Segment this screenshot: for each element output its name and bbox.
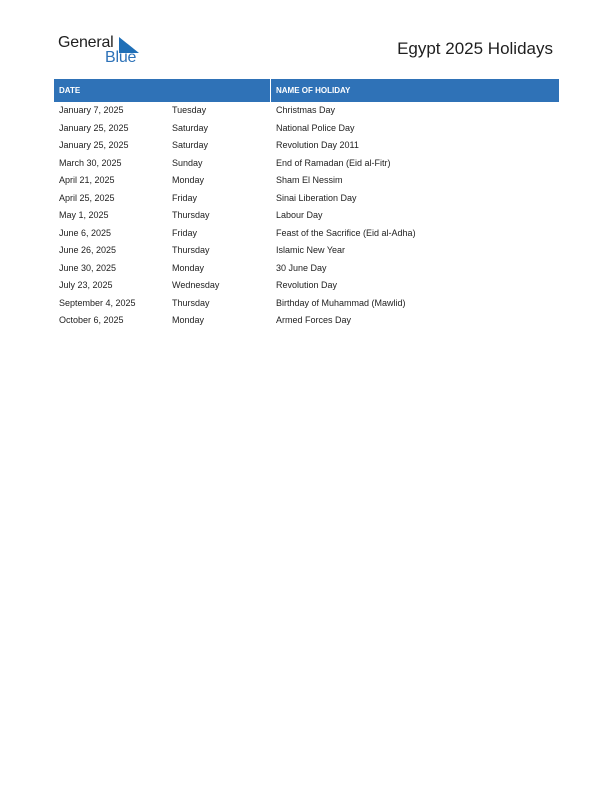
holiday-weekday: Thursday	[172, 210, 210, 220]
holiday-weekday: Tuesday	[172, 105, 207, 115]
column-divider	[270, 79, 271, 102]
holiday-date: April 25, 2025	[59, 192, 115, 203]
holiday-date: June 30, 2025	[59, 262, 117, 273]
holiday-name: Revolution Day 2011	[276, 140, 359, 150]
holiday-weekday: Monday	[172, 175, 205, 185]
holiday-date: January 7, 2025	[59, 105, 124, 115]
holiday-date: May 1, 2025	[59, 210, 109, 220]
table-row	[54, 137, 559, 155]
holiday-name: Feast of the Sacrifice (Eid al-Adha)	[276, 227, 416, 238]
holiday-name: Revolution Day	[276, 280, 338, 290]
holiday-date: July 23, 2025	[59, 280, 113, 290]
table-row	[54, 207, 559, 225]
table-row	[54, 155, 559, 173]
holiday-name: Islamic New Year	[276, 245, 346, 255]
holiday-date: January 25, 2025	[59, 140, 129, 150]
column-header-holiday-name: NAME OF HOLIDAY	[276, 86, 351, 95]
holiday-name: Birthday of Muhammad (Mawlid)	[276, 297, 406, 308]
holiday-name: Sinai Liberation Day	[276, 192, 357, 203]
holiday-weekday: Monday	[172, 315, 205, 325]
table-row	[54, 242, 559, 260]
table-row	[54, 102, 559, 120]
holiday-table	[54, 79, 559, 330]
table-row	[54, 172, 559, 190]
holiday-name: Christmas Day	[276, 105, 336, 115]
table-body	[54, 102, 559, 330]
holiday-name: 30 June Day	[276, 262, 327, 273]
holiday-weekday: Saturday	[172, 122, 209, 133]
table-row	[54, 120, 559, 138]
page-title: Egypt 2025 Holidays	[397, 39, 553, 58]
holiday-date: March 30, 2025	[59, 157, 122, 168]
logo-text-blue: Blue	[105, 49, 137, 66]
generalblue-logo	[58, 34, 148, 70]
table-row	[54, 277, 559, 295]
column-header-date: DATE	[59, 86, 81, 95]
holiday-name: National Police Day	[276, 122, 355, 133]
table-row	[54, 295, 559, 313]
holiday-date: January 25, 2025	[59, 122, 129, 133]
holiday-date: October 6, 2025	[59, 315, 124, 325]
holiday-weekday: Thursday	[172, 245, 210, 255]
holiday-name: Armed Forces Day	[276, 315, 352, 325]
holiday-date: June 6, 2025	[59, 227, 112, 238]
holiday-weekday: Friday	[172, 192, 198, 203]
holiday-date: April 21, 2025	[59, 175, 115, 185]
holiday-date: September 4, 2025	[59, 297, 136, 308]
holiday-weekday: Saturday	[172, 140, 209, 150]
holiday-weekday: Sunday	[172, 157, 203, 168]
holiday-weekday: Friday	[172, 227, 198, 238]
holiday-weekday: Monday	[172, 262, 205, 273]
holiday-weekday: Wednesday	[172, 280, 220, 290]
logo-text-general: General	[58, 34, 114, 51]
holiday-name: End of Ramadan (Eid al-Fitr)	[276, 157, 391, 168]
holiday-name: Labour Day	[276, 210, 323, 220]
table-row	[54, 225, 559, 243]
holiday-date: June 26, 2025	[59, 245, 117, 255]
table-row	[54, 260, 559, 278]
table-row	[54, 190, 559, 208]
holiday-name: Sham El Nessim	[276, 175, 343, 185]
holiday-weekday: Thursday	[172, 297, 210, 308]
table-row	[54, 312, 559, 330]
table-header	[54, 79, 559, 102]
